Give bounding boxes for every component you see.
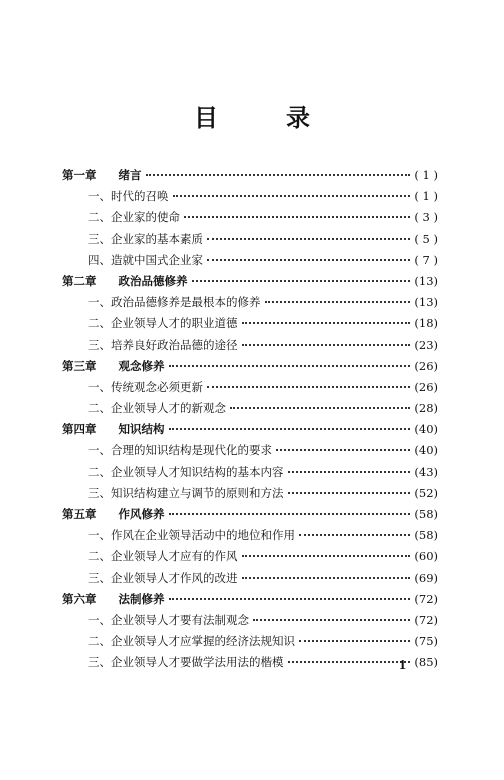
section-title: 二、企业领导人才应掌握的经济法规知识 <box>88 634 295 649</box>
toc-section-entry <box>62 527 438 548</box>
section-title: 三、企业领导人才要做学法用法的楷模 <box>88 655 284 670</box>
page-ref: ( 1 ) <box>414 168 438 182</box>
page-ref: (60) <box>414 549 438 564</box>
toc-chapter-entry <box>62 421 438 442</box>
page-ref: ( 5 ) <box>414 231 438 246</box>
dot-leader <box>184 216 410 218</box>
section-title: 三、知识结构建立与调节的原则和方法 <box>88 485 284 500</box>
dot-leader <box>242 322 411 324</box>
dot-leader <box>299 534 410 536</box>
page-ref: (75) <box>414 634 438 649</box>
section-title: 一、政治品德修养是最根本的修养 <box>88 295 261 310</box>
section-title: 一、合理的知识结构是现代化的要求 <box>88 443 272 458</box>
dot-leader <box>288 471 411 473</box>
chapter-number: 第五章 <box>62 507 97 521</box>
page-ref: (28) <box>414 401 438 416</box>
toc-section-entry <box>62 612 438 633</box>
toc-section-entry <box>62 485 438 506</box>
page-ref: ( 3 ) <box>414 210 438 225</box>
toc-chapter-entry <box>62 273 438 294</box>
dot-leader <box>230 407 410 409</box>
toc-chapter-entry <box>62 358 438 379</box>
page-ref: (18) <box>414 316 438 331</box>
page-ref: (40) <box>414 422 438 437</box>
section-title: 一、企业领导人才要有法制观念 <box>88 612 249 627</box>
section-title: 二、企业家的使命 <box>88 210 180 225</box>
page-ref: (58) <box>414 507 438 521</box>
page-ref: (85) <box>414 655 438 670</box>
page-ref: ( 7 ) <box>414 252 438 267</box>
toc-section-entry <box>62 188 438 209</box>
section-title: 四、造就中国式企业家 <box>88 252 203 267</box>
toc-section-entry <box>62 464 438 485</box>
dot-leader <box>207 259 410 261</box>
toc-section-entry <box>62 315 438 336</box>
section-title: 一、作风在企业领导活动中的地位和作用 <box>88 528 295 543</box>
toc-chapter-entry <box>62 167 438 188</box>
dot-leader <box>288 661 411 663</box>
dot-leader <box>207 386 410 388</box>
dot-leader <box>146 174 411 176</box>
toc-section-entry <box>62 337 438 358</box>
dot-leader <box>276 449 410 451</box>
chapter-number: 第二章 <box>62 273 97 288</box>
chapter-title: 观念修养 <box>118 358 165 373</box>
toc-chapter-entry <box>62 506 438 527</box>
page-ref: (13) <box>414 295 438 310</box>
chapter-title: 政治品德修养 <box>118 273 188 288</box>
dot-leader <box>169 513 411 515</box>
page-title: 目录 <box>194 104 378 132</box>
page-ref: (26) <box>414 358 438 373</box>
section-title: 二、企业领导人才的新观念 <box>88 401 226 416</box>
dot-leader <box>288 492 411 494</box>
page-ref: (72) <box>414 591 438 606</box>
section-title: 二、企业领导人才应有的作风 <box>88 549 238 564</box>
dot-leader <box>242 344 411 346</box>
page-number: 1 <box>399 658 406 673</box>
section-title: 三、企业家的基本素质 <box>88 231 203 246</box>
chapter-title: 知识结构 <box>118 422 165 437</box>
dot-leader <box>207 238 410 240</box>
dot-leader <box>265 301 411 303</box>
chapter-number: 第三章 <box>62 358 97 373</box>
chapter-number: 第六章 <box>62 591 97 606</box>
page-ref: (13) <box>414 273 438 288</box>
dot-leader <box>242 555 411 557</box>
toc-section-entry <box>62 400 438 421</box>
section-title: 一、传统观念必须更新 <box>88 379 203 394</box>
chapter-title: 法制修养 <box>118 591 165 606</box>
dot-leader <box>173 195 411 197</box>
toc-chapter-entry <box>62 591 438 612</box>
toc-section-entry <box>62 379 438 400</box>
dot-leader <box>253 619 410 621</box>
page-ref: (26) <box>414 379 438 394</box>
page-ref: (72) <box>414 612 438 627</box>
chapter-number: 第四章 <box>62 422 97 437</box>
toc-section-entry <box>62 570 438 591</box>
chapter-number: 第一章 <box>62 168 97 182</box>
page-ref: (43) <box>414 464 438 479</box>
toc-section-entry <box>62 442 438 463</box>
chapter-title: 绪言 <box>118 168 142 182</box>
dot-leader <box>192 280 411 282</box>
toc-section-entry <box>62 294 438 315</box>
section-title: 二、企业领导人才知识结构的基本内容 <box>88 464 284 479</box>
chapter-title: 作风修养 <box>118 507 165 521</box>
toc-section-entry <box>62 548 438 569</box>
section-title: 二、企业领导人才的职业道德 <box>88 316 238 331</box>
page-ref: ( 1 ) <box>414 189 438 204</box>
dot-leader <box>242 577 411 579</box>
section-title: 三、培养良好政治品德的途径 <box>88 337 238 352</box>
page-ref: (69) <box>414 570 438 585</box>
toc-section-entry <box>62 633 438 654</box>
section-title: 三、企业领导人才作风的改进 <box>88 570 238 585</box>
table-of-contents <box>62 167 438 676</box>
dot-leader <box>169 365 411 367</box>
dot-leader <box>169 428 411 430</box>
page-ref: (23) <box>414 337 438 352</box>
page-ref: (40) <box>414 443 438 458</box>
page-ref: (52) <box>414 485 438 500</box>
toc-section-entry <box>62 231 438 252</box>
page-ref: (58) <box>414 528 438 543</box>
toc-section-entry <box>62 654 438 675</box>
toc-section-entry <box>62 209 438 230</box>
section-title: 一、时代的召唤 <box>88 189 169 204</box>
dot-leader <box>299 640 410 642</box>
toc-section-entry <box>62 252 438 273</box>
dot-leader <box>169 598 411 600</box>
